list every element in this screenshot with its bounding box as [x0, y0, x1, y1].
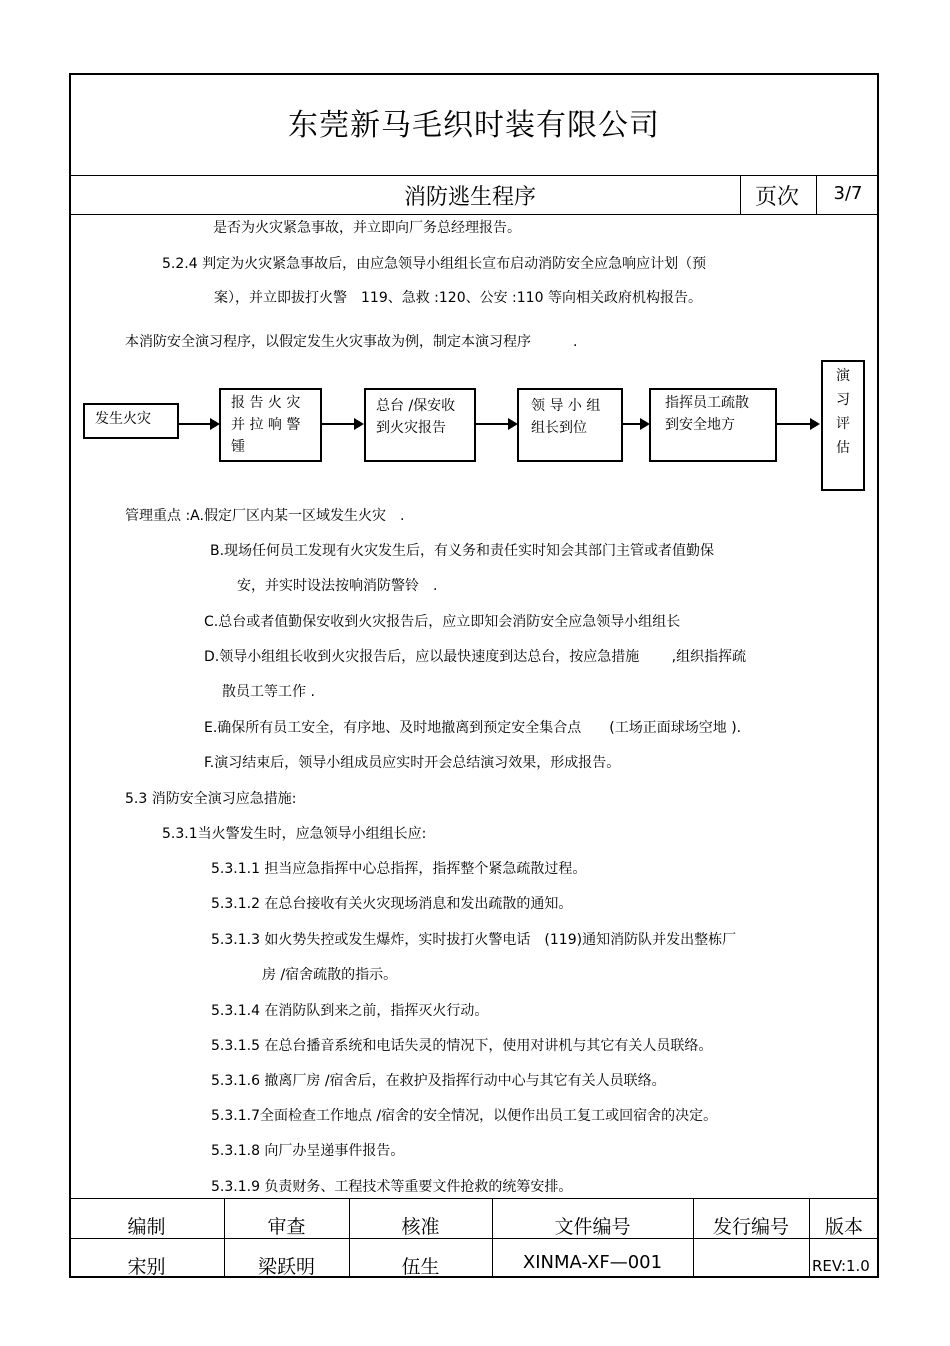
footer-top-line — [69, 1198, 879, 1199]
title-divider — [69, 214, 879, 215]
flow-step-line: 报 告 火 灾 — [231, 395, 301, 411]
list-item: 5.3.1.3 如火势失控或发生爆炸，实时拔打火警电话 (119)通知消防队并发出整栋厂 — [211, 932, 737, 948]
text-line: E.确保所有员工安全，有序地、及时地撤离到预定安全集合点 (工场正面球场空地 ). — [204, 720, 742, 736]
flow-step-line: 领 导 小 组 — [531, 398, 601, 414]
list-item: 5.3.1.6 撤离厂房 /宿舍后，在救护及指挥行动中心与其它有关人员联络。 — [211, 1073, 666, 1089]
page-number: 3/7 — [833, 183, 863, 204]
text-line: 案），并立即拔打火警 119、急救 :120、公安 :110 等向相关政府机构报告。 — [214, 290, 702, 306]
text-line: B.现场任何员工发现有火灾发生后，有义务和责任实时知会其部门主管或者值勤保 — [210, 543, 715, 559]
flow-arrow — [623, 423, 648, 425]
procedure-title: 消防逃生程序 — [403, 185, 536, 210]
text-line: 5.2.4 判定为火灾紧急事故后，由应急领导小组组长宣布启动消防安全应急响应计划（预 — [162, 256, 707, 272]
page-label: 页次 — [754, 185, 799, 210]
text-line: 管理重点 :A.假定厂区内某一区域发生火灾 . — [125, 508, 405, 524]
company-name: 东莞新马毛织时装有限公司 — [288, 108, 660, 143]
flow-start-label: 发生火灾 — [95, 411, 151, 427]
flow-step-leader — [517, 388, 623, 462]
list-item: 5.3.1.1 担当应急指挥中心总指挥，指挥整个紧急疏散过程。 — [211, 861, 587, 877]
flow-arrow — [476, 423, 516, 425]
text-line: 散员工等工作 . — [222, 684, 315, 700]
text-line: C.总台或者值勤保安收到火灾报告后，应立即知会消防安全应急领导小组组长 — [204, 614, 681, 630]
section-heading: 5.3 消防安全演习应急措施: — [125, 791, 297, 807]
list-item: 5.3.1.4 在消防队到来之前，指挥灭火行动。 — [211, 1003, 489, 1019]
flow-step-line: 到安全地方 — [665, 417, 735, 433]
flow-arrow — [179, 423, 218, 425]
flow-step-line: 组长到位 — [531, 420, 587, 436]
flow-step-line: 锺 — [231, 439, 245, 455]
list-item: 5.3.1.9 负责财务、工程技术等重要文件抢救的统筹安排。 — [211, 1179, 573, 1195]
flow-step-evacuate — [649, 388, 777, 462]
flow-step-report — [219, 388, 322, 462]
text-line: D.领导小组组长收到火灾报告后，应以最快速度到达总台，按应急措施 ,组织指挥疏 — [204, 649, 747, 665]
footer-header-preparer: 编制 — [127, 1216, 166, 1238]
flow-step-line: 并 拉 响 警 — [231, 417, 301, 433]
footer-approver-value: 伍生 — [401, 1256, 440, 1278]
list-item: 5.3.1.2 在总台接收有关火灾现场消息和发出疏散的通知。 — [211, 896, 573, 912]
flow-step-line: 总台 /保安收 — [376, 398, 456, 414]
list-item: 5.3.1.5 在总台播音系统和电话失灵的情况下，使用对讲机与其它有关人员联络。 — [211, 1038, 713, 1054]
flow-arrow — [322, 423, 362, 425]
page-col-line — [816, 175, 817, 214]
list-item: 5.3.1.7全面检查工作地点 /宿舍的安全情况，以便作出员工复工或回宿舍的决定。 — [211, 1108, 718, 1124]
list-item: 5.3.1.8 向厂办呈递事件报告。 — [211, 1143, 405, 1159]
text-line: 安，并实时设法按响消防警铃 . — [237, 578, 438, 594]
text-line: 是否为火灾紧急事故，并立即向厂务总经理报告。 — [213, 220, 521, 236]
title-col-line — [740, 175, 741, 214]
flow-end-char: 演 — [836, 368, 850, 384]
flow-step-desk — [364, 388, 476, 462]
subsection-heading: 5.3.1当火警发生时，应急领导小组组长应: — [162, 826, 427, 842]
flow-end-char: 评 — [836, 416, 850, 432]
list-item: 房 /宿舍疏散的指示。 — [262, 967, 398, 983]
footer-version-value: REV:1.0 — [812, 1257, 870, 1275]
header-divider — [69, 175, 879, 176]
footer-header-doc-number: 文件编号 — [554, 1216, 631, 1238]
flow-end-char: 习 — [836, 392, 850, 408]
footer-reviewer-value: 梁跃明 — [257, 1256, 315, 1278]
footer-header-approver: 核准 — [401, 1216, 440, 1238]
footer-header-issue-number: 发行编号 — [712, 1216, 789, 1238]
footer-doc-number-value: XINMA-XF—001 — [522, 1252, 663, 1273]
flow-end-box — [821, 360, 865, 491]
text-line: 本消防安全演习程序，以假定发生火灾事故为例，制定本演习程序 . — [125, 334, 578, 350]
flow-arrow — [777, 423, 818, 425]
footer-header-reviewer: 审查 — [267, 1216, 306, 1238]
flow-end-char: 估 — [836, 440, 850, 456]
footer-preparer-value: 宋别 — [127, 1256, 166, 1278]
flow-step-line: 指挥员工疏散 — [665, 395, 749, 411]
text-line: F.演习结束后，领导小组成员应实时开会总结演习效果，形成报告。 — [204, 755, 621, 771]
footer-header-version: 版本 — [824, 1216, 863, 1238]
flow-step-line: 到火灾报告 — [376, 420, 446, 436]
flow-start-box — [83, 403, 179, 439]
